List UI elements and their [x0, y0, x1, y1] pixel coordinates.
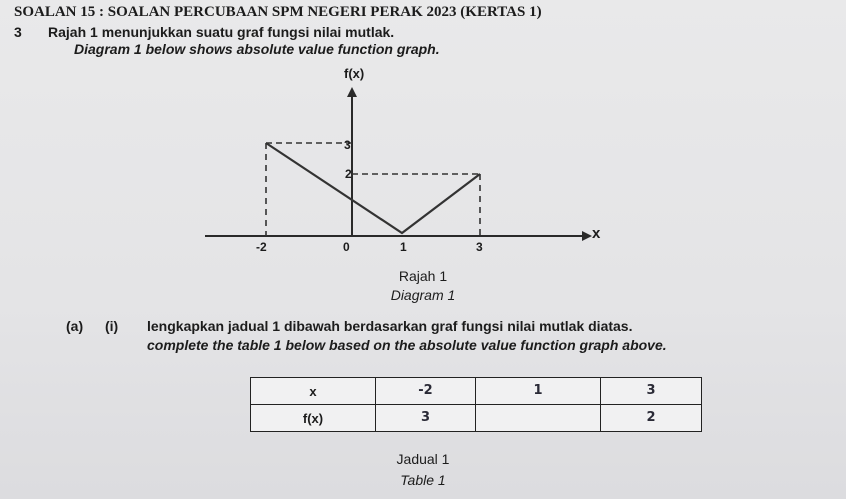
x-axis-arrow	[582, 231, 592, 241]
x-tick-1: 1	[400, 240, 407, 254]
row-label-fx: f(x)	[251, 405, 376, 432]
table-cell: 2	[601, 405, 702, 432]
x-tick-neg2: -2	[256, 240, 267, 254]
y-tick-2: 2	[345, 167, 352, 181]
y-tick-3: 3	[344, 138, 351, 152]
table-cell: 3	[376, 405, 476, 432]
question-text-malay: Rajah 1 menunjukkan suatu graf fungsi nilai mutlak.	[48, 24, 395, 40]
x-axis-label: x	[592, 225, 601, 242]
table-cell-empty[interactable]	[476, 405, 601, 432]
instruction-malay: lengkapkan jadual 1 dibawah berdasarkan graf fungsi nilai mutlak diatas.	[147, 318, 633, 334]
y-axis-label: f(x)	[344, 66, 365, 81]
row-label-x: x	[251, 378, 376, 405]
x-tick-3: 3	[476, 240, 483, 254]
table-row	[251, 405, 702, 432]
table-cell: -2	[376, 378, 476, 405]
diagram-caption-malay: Rajah 1	[398, 268, 448, 284]
paper-header: SOALAN 15 : SOALAN PERCUBAAN SPM NEGERI PERAK 2023 (KERTAS 1)	[14, 4, 542, 20]
diagram-caption-english: Diagram 1	[390, 287, 456, 303]
question-text-english: Diagram 1 below shows absolute value function graph.	[74, 41, 440, 57]
table-cell: 1	[476, 378, 601, 405]
table-caption-english: Table 1	[400, 472, 446, 488]
function-line	[266, 143, 480, 233]
instruction-english: complete the table 1 below based on the absolute value function graph above.	[147, 337, 667, 353]
y-axis-arrow	[347, 87, 357, 97]
table-row	[251, 378, 702, 405]
x-tick-0: 0	[343, 240, 350, 254]
question-number: 3	[14, 24, 22, 40]
part-label: (a)	[66, 318, 84, 334]
table-cell: 3	[601, 378, 702, 405]
table-caption-malay: Jadual 1	[396, 451, 450, 467]
subpart-label: (i)	[105, 318, 119, 334]
value-table	[250, 377, 702, 432]
